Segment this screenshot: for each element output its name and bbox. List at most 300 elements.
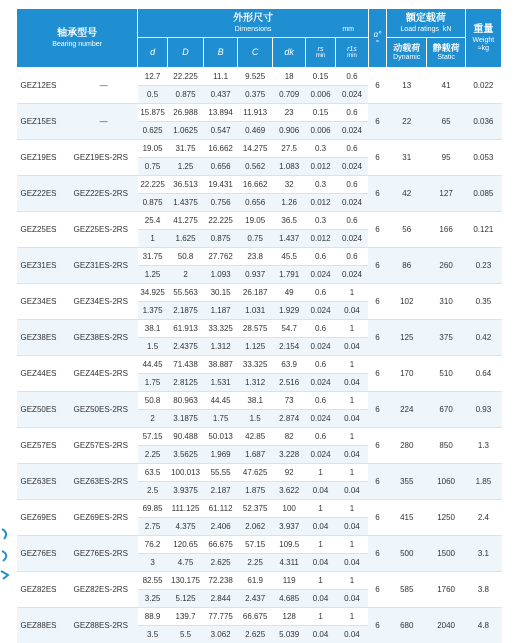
dim-D-mm: 50.8: [167, 248, 203, 266]
dim-B-inch: 1.093: [204, 266, 238, 284]
dim-B-inch: 1.75: [204, 410, 238, 428]
dim-d-inch: 1.25: [138, 266, 168, 284]
dim-D-inch: 4.375: [167, 518, 203, 536]
dim-d-mm: 44.45: [138, 356, 168, 374]
dim-dk-inch: 3.228: [273, 446, 306, 464]
dim-B-inch: 0.756: [204, 194, 238, 212]
weight: 0.42: [465, 320, 501, 356]
dynamic-load: 42: [387, 176, 427, 212]
dim-d-inch: 2.5: [138, 482, 168, 500]
static-cn: 静载荷: [427, 44, 464, 53]
dim-D-mm: 61.913: [167, 320, 203, 338]
dim-D-inch: 3.1875: [167, 410, 203, 428]
dim-B-mm: 16.662: [204, 140, 238, 158]
contact-angle: 6: [368, 464, 386, 500]
col-C: [238, 38, 273, 68]
dim-d-inch: 0.75: [138, 158, 168, 176]
dim-D-inch: 1.625: [167, 230, 203, 248]
dim-D-inch: 1.4375: [167, 194, 203, 212]
bearing-spec-table-wrapper: [16, 8, 502, 643]
dim-rs-inch: 0.024: [306, 266, 336, 284]
dim-D-inch: 3.9375: [167, 482, 203, 500]
dim-B-mm: 38.887: [204, 356, 238, 374]
bearing-number-es: GEZ69ES: [17, 500, 70, 536]
bearing-number-2rs: GEZ76ES-2RS: [70, 536, 138, 572]
dim-C-mm: 11.913: [238, 104, 273, 122]
dim-dk-inch: 3.937: [273, 518, 306, 536]
static-load: 850: [427, 428, 465, 464]
dim-d-mm: 57.15: [138, 428, 168, 446]
dim-dk-inch: 0.709: [273, 86, 306, 104]
col-d: [138, 38, 168, 68]
bearing-number-es: GEZ19ES: [17, 140, 70, 176]
dim-C-inch: 1.312: [238, 374, 273, 392]
col-r1s-min: min: [336, 53, 368, 59]
alpha-symbol: α°: [369, 31, 386, 39]
dim-rs-inch: 0.04: [306, 626, 336, 643]
bearing-number-es: GEZ22ES: [17, 176, 70, 212]
dim-rs-inch: 0.04: [306, 518, 336, 536]
dim-dk-inch: 2.874: [273, 410, 306, 428]
dim-D-mm: 139.7: [167, 608, 203, 626]
dim-dk-mm: 45.5: [273, 248, 306, 266]
table-row: [17, 248, 502, 266]
dim-C-mm: 23.8: [238, 248, 273, 266]
dim-d-inch: 1.75: [138, 374, 168, 392]
dim-dk-mm: 128: [273, 608, 306, 626]
dim-B-mm: 44.45: [204, 392, 238, 410]
dim-rs-mm: 0.3: [306, 140, 336, 158]
table-row: [17, 392, 502, 410]
dim-C-mm: 42.85: [238, 428, 273, 446]
dim-B-mm: 66.675: [204, 536, 238, 554]
dim-dk-inch: 2.516: [273, 374, 306, 392]
load-ratings-unit: kN: [443, 26, 452, 33]
dim-C-mm: 57.15: [238, 536, 273, 554]
dim-C-inch: 2.062: [238, 518, 273, 536]
weight-header: [465, 9, 501, 68]
dim-r1s-inch: 0.04: [335, 482, 368, 500]
dim-C-mm: 14.275: [238, 140, 273, 158]
dim-D-mm: 90.488: [167, 428, 203, 446]
dim-rs-inch: 0.04: [306, 590, 336, 608]
dim-B-inch: 1.187: [204, 302, 238, 320]
dim-D-inch: 1.0625: [167, 122, 203, 140]
load-ratings-en-text: Load ratings: [400, 26, 439, 33]
static-load: 2040: [427, 608, 465, 643]
dim-r1s-mm: 0.6: [335, 68, 368, 86]
table-body: [17, 68, 502, 643]
dim-d-inch: 1.5: [138, 338, 168, 356]
contact-angle: 6: [368, 212, 386, 248]
col-rs: [306, 38, 336, 68]
dim-D-mm: 36.513: [167, 176, 203, 194]
dim-r1s-mm: 0.6: [335, 248, 368, 266]
table-row: [17, 320, 502, 338]
dim-r1s-inch: 0.04: [335, 518, 368, 536]
dynamic-load: 355: [387, 464, 427, 500]
dim-B-inch: 2.406: [204, 518, 238, 536]
dim-dk-mm: 49: [273, 284, 306, 302]
dim-dk-mm: 109.5: [273, 536, 306, 554]
col-static: [427, 38, 465, 68]
bearing-number-2rs: —: [70, 68, 138, 104]
dim-B-mm: 50.013: [204, 428, 238, 446]
bearing-number-2rs: GEZ88ES-2RS: [70, 608, 138, 643]
dim-r1s-inch: 0.024: [335, 266, 368, 284]
dim-D-mm: 111.125: [167, 500, 203, 518]
dim-B-mm: 72.238: [204, 572, 238, 590]
col-C-label: C: [252, 47, 259, 57]
dim-dk-mm: 92: [273, 464, 306, 482]
bearing-number-2rs: GEZ69ES-2RS: [70, 500, 138, 536]
dim-rs-mm: 1: [306, 464, 336, 482]
bearing-number-es: GEZ31ES: [17, 248, 70, 284]
dim-B-inch: 2.625: [204, 554, 238, 572]
dim-C-inch: 1.687: [238, 446, 273, 464]
col-d-label: d: [150, 47, 155, 57]
weight-en: Weight: [466, 37, 501, 44]
dim-rs-inch: 0.012: [306, 158, 336, 176]
dim-d-inch: 0.625: [138, 122, 168, 140]
bearing-number-es: GEZ34ES: [17, 284, 70, 320]
dim-dk-inch: 5.039: [273, 626, 306, 643]
dynamic-load: 415: [387, 500, 427, 536]
dim-d-mm: 63.5: [138, 464, 168, 482]
dim-B-inch: 3.062: [204, 626, 238, 643]
contact-angle: 6: [368, 500, 386, 536]
dim-C-inch: 2.25: [238, 554, 273, 572]
dim-rs-mm: 0.6: [306, 428, 336, 446]
bearing-number-2rs: GEZ44ES-2RS: [70, 356, 138, 392]
dim-B-inch: 2.844: [204, 590, 238, 608]
static-en: Static: [427, 54, 464, 61]
static-load: 1060: [427, 464, 465, 500]
dim-rs-inch: 0.012: [306, 194, 336, 212]
weight: 0.121: [465, 212, 501, 248]
bearing-number-es: GEZ38ES: [17, 320, 70, 356]
table-row: [17, 608, 502, 626]
dimensions-en: Dimensions: [138, 26, 368, 33]
dim-d-inch: 3: [138, 554, 168, 572]
dynamic-load: 102: [387, 284, 427, 320]
dim-C-mm: 52.375: [238, 500, 273, 518]
dim-d-inch: 1: [138, 230, 168, 248]
dynamic-load: 56: [387, 212, 427, 248]
static-load: 670: [427, 392, 465, 428]
table-row: [17, 104, 502, 122]
dim-rs-mm: 0.15: [306, 68, 336, 86]
bearing-number-2rs: GEZ19ES-2RS: [70, 140, 138, 176]
dynamic-load: 170: [387, 356, 427, 392]
bearing-number-es: GEZ50ES: [17, 392, 70, 428]
weight: 4.8: [465, 608, 501, 643]
bearing-number-es: GEZ76ES: [17, 536, 70, 572]
static-load: 310: [427, 284, 465, 320]
col-rs-label: rs: [306, 46, 335, 53]
dim-dk-mm: 36.5: [273, 212, 306, 230]
dim-rs-mm: 0.6: [306, 248, 336, 266]
bearing-number-es: GEZ44ES: [17, 356, 70, 392]
dim-r1s-mm: 1: [335, 320, 368, 338]
bearing-number-2rs: GEZ34ES-2RS: [70, 284, 138, 320]
dim-r1s-inch: 0.024: [335, 230, 368, 248]
dim-C-mm: 47.625: [238, 464, 273, 482]
dim-r1s-mm: 1: [335, 356, 368, 374]
dim-B-inch: 0.547: [204, 122, 238, 140]
dynamic-cn: 动载荷: [387, 44, 426, 53]
table-row: [17, 356, 502, 374]
dim-rs-mm: 1: [306, 608, 336, 626]
dim-r1s-mm: 1: [335, 428, 368, 446]
weight-unit: ≈kg: [466, 45, 501, 52]
dynamic-load: 86: [387, 248, 427, 284]
dim-C-mm: 66.675: [238, 608, 273, 626]
dimensions-cn: 外形尺寸: [138, 14, 368, 24]
dim-C-inch: 1.875: [238, 482, 273, 500]
table-row: [17, 68, 502, 86]
bearing-number-es: GEZ25ES: [17, 212, 70, 248]
bearing-number-2rs: GEZ25ES-2RS: [70, 212, 138, 248]
dim-rs-inch: 0.024: [306, 302, 336, 320]
dim-B-mm: 19.431: [204, 176, 238, 194]
dim-dk-inch: 2.154: [273, 338, 306, 356]
dim-rs-inch: 0.04: [306, 554, 336, 572]
dimensions-unit: mm: [342, 26, 354, 33]
dim-r1s-inch: 0.04: [335, 410, 368, 428]
dim-d-inch: 0.5: [138, 86, 168, 104]
dim-B-mm: 55.55: [204, 464, 238, 482]
dim-r1s-mm: 0.6: [335, 140, 368, 158]
dim-dk-mm: 54.7: [273, 320, 306, 338]
bearing-number-2rs: GEZ38ES-2RS: [70, 320, 138, 356]
dim-r1s-mm: 1: [335, 464, 368, 482]
dim-B-mm: 77.775: [204, 608, 238, 626]
bearing-number-2rs: —: [70, 104, 138, 140]
dim-d-inch: 1.375: [138, 302, 168, 320]
contact-angle: 6: [368, 428, 386, 464]
static-load: 375: [427, 320, 465, 356]
dynamic-load: 13: [387, 68, 427, 104]
dim-d-mm: 88.9: [138, 608, 168, 626]
static-load: 510: [427, 356, 465, 392]
dim-r1s-inch: 0.04: [335, 554, 368, 572]
weight: 3.8: [465, 572, 501, 608]
dim-C-inch: 0.656: [238, 194, 273, 212]
dynamic-en: Dynamic: [387, 54, 426, 61]
dim-d-mm: 50.8: [138, 392, 168, 410]
table-row: [17, 572, 502, 590]
bearing-number-en: Bearing number: [17, 41, 137, 48]
bearing-number-es: GEZ63ES: [17, 464, 70, 500]
contact-angle: 6: [368, 176, 386, 212]
dim-d-mm: 76.2: [138, 536, 168, 554]
static-load: 260: [427, 248, 465, 284]
dim-r1s-mm: 1: [335, 572, 368, 590]
weight: 0.085: [465, 176, 501, 212]
dim-D-inch: 2.8125: [167, 374, 203, 392]
dim-r1s-inch: 0.04: [335, 590, 368, 608]
contact-angle: 6: [368, 536, 386, 572]
bearing-number-2rs: GEZ50ES-2RS: [70, 392, 138, 428]
dim-C-mm: 26.187: [238, 284, 273, 302]
dim-dk-inch: 1.437: [273, 230, 306, 248]
load-ratings-header: [387, 9, 466, 38]
bearing-number-2rs: GEZ22ES-2RS: [70, 176, 138, 212]
dim-dk-inch: 1.929: [273, 302, 306, 320]
dim-C-mm: 38.1: [238, 392, 273, 410]
dim-dk-mm: 27.5: [273, 140, 306, 158]
bearing-number-2rs: GEZ63ES-2RS: [70, 464, 138, 500]
dim-r1s-mm: 1: [335, 608, 368, 626]
weight: 2.4: [465, 500, 501, 536]
dim-D-mm: 120.65: [167, 536, 203, 554]
weight: 0.93: [465, 392, 501, 428]
contact-angle: 6: [368, 572, 386, 608]
dim-C-inch: 0.375: [238, 86, 273, 104]
alpha-header: [368, 9, 386, 68]
dim-D-mm: 71.438: [167, 356, 203, 374]
static-load: 1500: [427, 536, 465, 572]
dim-dk-inch: 1.26: [273, 194, 306, 212]
weight: 1.3: [465, 428, 501, 464]
dim-dk-mm: 63.9: [273, 356, 306, 374]
table-row: [17, 140, 502, 158]
col-rs-min: min: [306, 53, 335, 59]
dim-rs-mm: 1: [306, 500, 336, 518]
dim-d-inch: 0.875: [138, 194, 168, 212]
dim-B-inch: 1.969: [204, 446, 238, 464]
static-load: 166: [427, 212, 465, 248]
dim-D-inch: 1.25: [167, 158, 203, 176]
dim-dk-mm: 73: [273, 392, 306, 410]
dim-dk-inch: 4.685: [273, 590, 306, 608]
load-ratings-en: [387, 26, 465, 33]
contact-angle: 6: [368, 104, 386, 140]
dim-rs-inch: 0.04: [306, 482, 336, 500]
dim-D-mm: 100.013: [167, 464, 203, 482]
dim-C-inch: 1.125: [238, 338, 273, 356]
dim-dk-inch: 0.906: [273, 122, 306, 140]
dim-B-inch: 1.312: [204, 338, 238, 356]
dim-d-inch: 2: [138, 410, 168, 428]
bearing-spec-table: [16, 8, 502, 643]
dim-r1s-inch: 0.04: [335, 374, 368, 392]
dim-D-mm: 22.225: [167, 68, 203, 86]
weight: 0.036: [465, 104, 501, 140]
weight-cn: 重量: [466, 25, 501, 35]
dim-C-mm: 28.575: [238, 320, 273, 338]
weight: 0.35: [465, 284, 501, 320]
static-load: 1760: [427, 572, 465, 608]
dim-rs-mm: 1: [306, 536, 336, 554]
bearing-number-2rs: GEZ57ES-2RS: [70, 428, 138, 464]
dim-d-inch: 2.75: [138, 518, 168, 536]
dim-r1s-inch: 0.04: [335, 338, 368, 356]
weight: 0.64: [465, 356, 501, 392]
dim-D-inch: 4.75: [167, 554, 203, 572]
dim-D-mm: 31.75: [167, 140, 203, 158]
dim-r1s-mm: 1: [335, 392, 368, 410]
table-row: [17, 464, 502, 482]
dim-dk-inch: 1.791: [273, 266, 306, 284]
dim-B-mm: 22.225: [204, 212, 238, 230]
dim-rs-inch: 0.024: [306, 446, 336, 464]
dim-B-inch: 2.187: [204, 482, 238, 500]
dim-d-mm: 82.55: [138, 572, 168, 590]
dim-dk-mm: 119: [273, 572, 306, 590]
col-B: [204, 38, 238, 68]
dim-D-inch: 5.125: [167, 590, 203, 608]
contact-angle: 6: [368, 68, 386, 104]
dynamic-load: 585: [387, 572, 427, 608]
contact-angle: 6: [368, 608, 386, 643]
dim-B-mm: 11.1: [204, 68, 238, 86]
dim-rs-mm: 0.6: [306, 284, 336, 302]
table-row: [17, 500, 502, 518]
dynamic-load: 680: [387, 608, 427, 643]
bearing-number-es: GEZ15ES: [17, 104, 70, 140]
dim-B-inch: 1.531: [204, 374, 238, 392]
dim-dk-mm: 32: [273, 176, 306, 194]
col-D-label: D: [182, 47, 189, 57]
dim-rs-mm: 1: [306, 572, 336, 590]
load-ratings-cn: 额定载荷: [387, 14, 465, 24]
col-dk: [273, 38, 306, 68]
dim-rs-inch: 0.006: [306, 122, 336, 140]
dim-D-inch: 2: [167, 266, 203, 284]
dim-dk-mm: 23: [273, 104, 306, 122]
dim-C-inch: 1.031: [238, 302, 273, 320]
dynamic-load: 125: [387, 320, 427, 356]
weight: 0.053: [465, 140, 501, 176]
dim-r1s-mm: 0.6: [335, 212, 368, 230]
dim-D-inch: 5.5: [167, 626, 203, 643]
static-load: 65: [427, 104, 465, 140]
static-load: 127: [427, 176, 465, 212]
dynamic-load: 31: [387, 140, 427, 176]
dim-rs-inch: 0.012: [306, 230, 336, 248]
col-B-label: B: [218, 47, 224, 57]
dim-D-inch: 0.875: [167, 86, 203, 104]
dim-rs-mm: 0.3: [306, 212, 336, 230]
dim-rs-inch: 0.024: [306, 410, 336, 428]
col-D: [167, 38, 203, 68]
dim-r1s-inch: 0.04: [335, 302, 368, 320]
dim-d-mm: 25.4: [138, 212, 168, 230]
dim-C-mm: 19.05: [238, 212, 273, 230]
dim-C-mm: 16.662: [238, 176, 273, 194]
dim-B-mm: 61.112: [204, 500, 238, 518]
dim-B-mm: 27.762: [204, 248, 238, 266]
dim-dk-mm: 100: [273, 500, 306, 518]
table-row: [17, 212, 502, 230]
dim-rs-mm: 0.6: [306, 356, 336, 374]
dim-C-inch: 0.469: [238, 122, 273, 140]
dim-d-inch: 3.25: [138, 590, 168, 608]
bearing-number-2rs: GEZ31ES-2RS: [70, 248, 138, 284]
dim-dk-inch: 4.311: [273, 554, 306, 572]
dim-r1s-inch: 0.04: [335, 446, 368, 464]
dim-r1s-inch: 0.024: [335, 86, 368, 104]
dynamic-load: 22: [387, 104, 427, 140]
brand-mark-icon: [0, 525, 12, 580]
dim-r1s-mm: 1: [335, 284, 368, 302]
dim-D-mm: 55.563: [167, 284, 203, 302]
bearing-number-es: GEZ57ES: [17, 428, 70, 464]
dim-rs-mm: 0.3: [306, 176, 336, 194]
table-row: [17, 284, 502, 302]
